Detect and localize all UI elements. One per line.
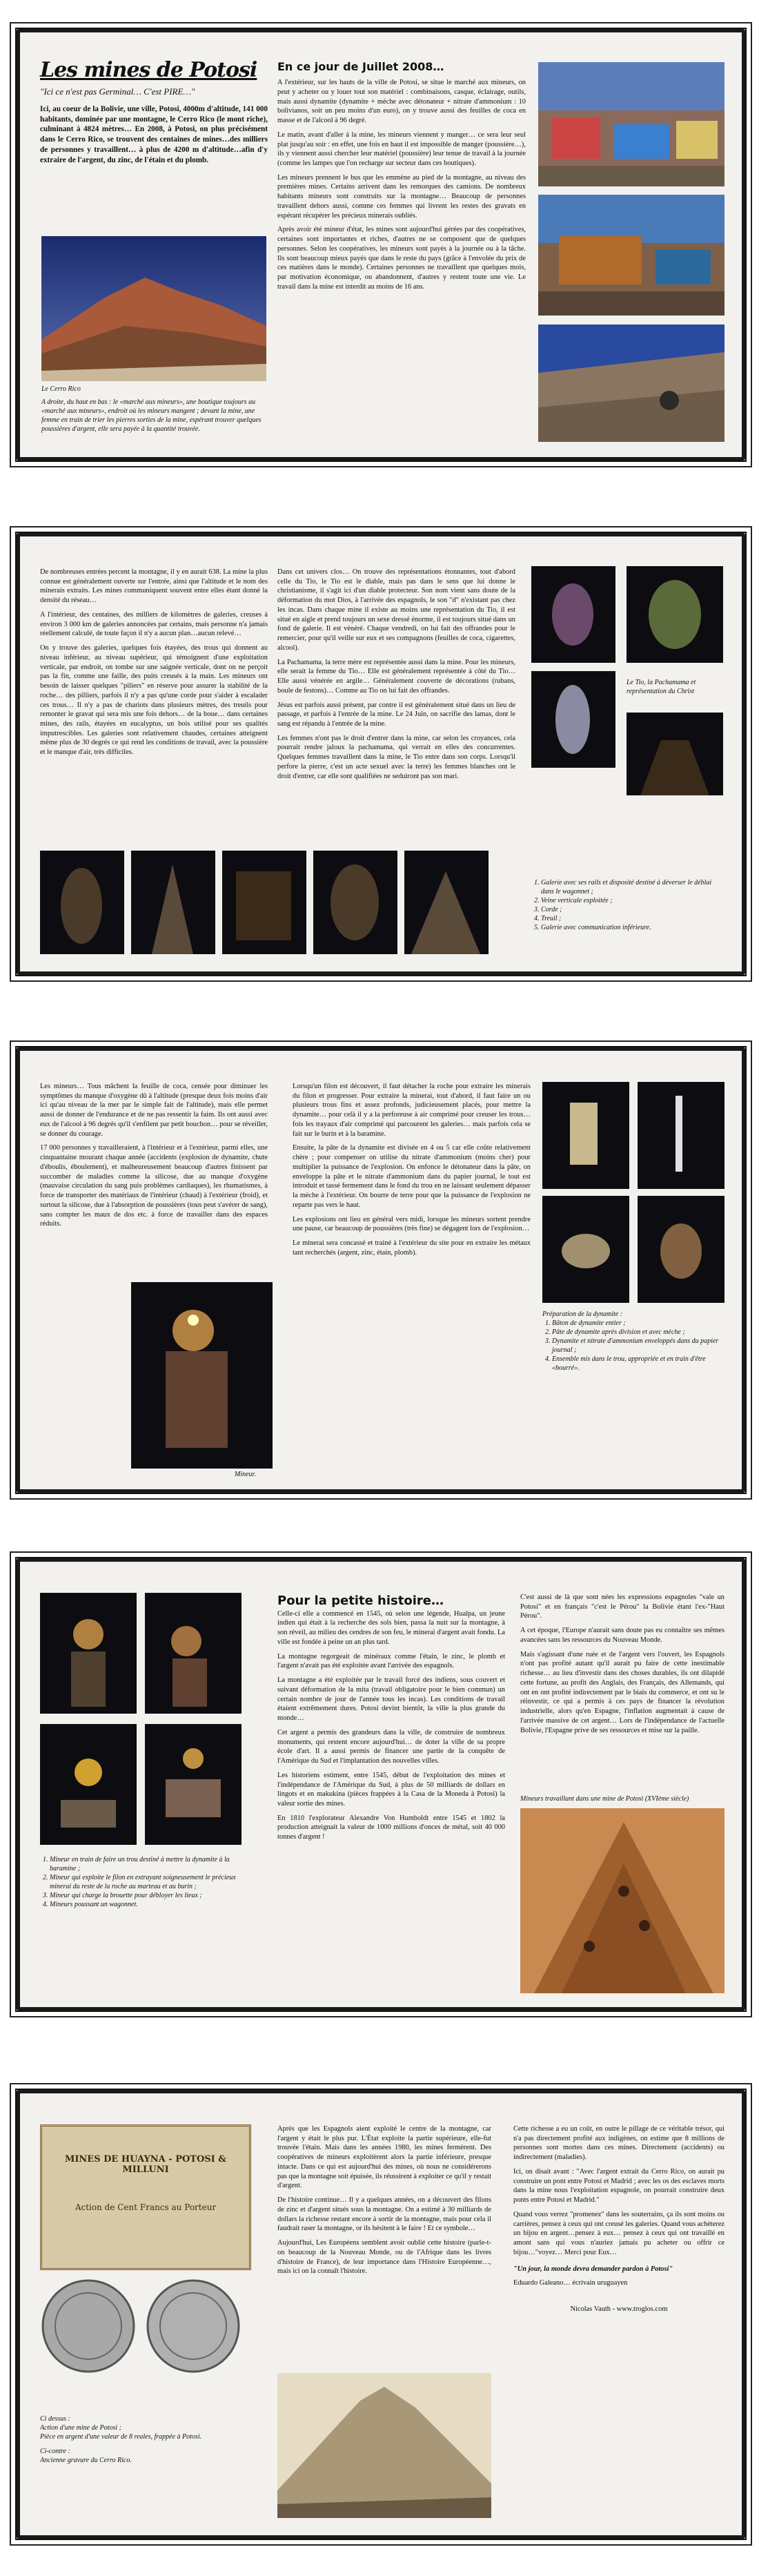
page-panel-3 xyxy=(15,1046,747,1494)
certificate-title: MINES DE HUAYNA - POTOSI & MILLUNI xyxy=(64,2154,227,2175)
photo-tio xyxy=(531,566,615,663)
paragraph: Lorsqu'un filon est découvert, il faut détacher la roche pour extraire les minerais du filon et progresser. Pour extraire la minerai, tout d'abord, il faut faire un ou plusieurs trous fins et assez profonds, judicieusement placés, pour mettre la dynamite… pour celà il y a la perforeuse à air comprimé pour creuser les trous…fois les trayaux d'air comprimé qui parcourent les galeries… mais parfois cela se fait sur le burin et à la baramine. xyxy=(293,1083,531,1138)
caption-line: Pièce en argent d'une valeur de 8 reales, frappée à Potosi. xyxy=(40,2433,202,2441)
column-closing xyxy=(513,2124,724,2319)
photo-shop xyxy=(538,195,724,316)
intro-text: Ici, au coeur de la Bolivie, une ville, Potosi, 4000m d'altitude, 141 000 habitants, dominée par une montagne, le Cerro Rico (le mont riche), culminant à 4824 mètres… En 2008, à Potosi, on plus précisément dans le Cerro Rico, se trouvent des centaines de mines…des milliers de personnes y travaillent… à plus de 4200 m d'altitude…afin d'y extraire de l'argent, du zinc, de l'étain et du plomb. xyxy=(40,104,268,164)
column-intro xyxy=(40,57,268,170)
page-panel-2 xyxy=(15,532,747,976)
paragraph: Après avoir été mineur d'état, les mines sont aujourd'hui gérées par des coopératives, certaines sont importantes et riches, d'autres ne se composent que de quelques personnes. Selon les coopératives, les mineurs sont payés à la journée ou à la tâche. Ils sont beaucoup mieux payés que dans le reste du pays (grâce à l'envolée du prix de ces matières dans le monde). Certaines personnes ne travaillent que quelques mois, par motivation économique, ou abandonnent, d'autres y restent toute une vie. Le travail dans la mine est interdit au moins de 16 ans. xyxy=(277,226,526,291)
share-certificate xyxy=(40,2124,251,2270)
photo-dynamite-3 xyxy=(542,1196,629,1303)
gallery-legend xyxy=(531,878,724,932)
caption-line: Ci dessus : xyxy=(40,2415,70,2423)
caption-item: 2. Mineur qui exploite le filon en extrayant soigneusement le précieux minerai du reste de la roche au marteau et au burin ; xyxy=(50,1873,247,1891)
photo-dynamite-1 xyxy=(542,1082,629,1189)
section-heading: Pour la petite histoire… xyxy=(277,1594,444,1608)
column-galleries xyxy=(40,568,268,762)
page-panel-1 xyxy=(15,28,747,462)
photo-miner xyxy=(131,1282,273,1469)
photo-dynamite-2 xyxy=(638,1082,724,1189)
paragraph: Les explosions ont lieu en général vers midi, lorsque les mineurs sortent prendre une pause, car beaucoup de poussières (très fine) se dégagent lors de l'explosion… xyxy=(293,1215,531,1233)
tio-caption: Le Tio, la Pachamama et représentation du Christ xyxy=(627,679,696,695)
caption-line: Ci-contre : xyxy=(40,2448,70,2455)
paragraph: Les mineurs prennent le bus que les emmène au pied de la montagne, au niveau des premières mines. Certains arrivent dans les remorques des camions. De nombreux habitants mineurs sont construits sur la montagne… Beaucoup de personnes travaillent dehors aussi, comme ces femmes qui livrent les restes des gravats en espérant récupérer les précieux minerais oubliés. xyxy=(277,173,526,220)
photo-market xyxy=(538,62,724,186)
column-legacy xyxy=(520,1593,724,1740)
legend-item: 3. Corde ; xyxy=(541,905,724,914)
paragraph: La Pachamama, la terre mère est représentée aussi dans la mine. Pour les mineurs, elle serait la femme du Tio… Elle est généralement représentée à côté du Tio… Elle aussi vénérée en argile… Généralement couverte de décorations (rubans, boule de festons)… Comme au Tio on lui fait des offrandes. xyxy=(277,658,515,695)
paragraph: Cet argent a permis des grandeurs dans la ville, de construire de nombreux monuments, qui restent encore aujourd'hui… de doter la ville de sa propre école d'art. Il a aussi permis de financer une partie de la conquête de l'Amérique du Sud et l'implantation des nouvelles villes. xyxy=(277,1728,505,1765)
caption-line: Ancienne gravure du Cerro Rico. xyxy=(40,2457,132,2464)
section-heading: En ce jour de Juillet 2008… xyxy=(277,60,444,73)
page-panel-5 xyxy=(15,2089,747,2540)
engraving-miners xyxy=(520,1808,724,1993)
silver-coin-2 xyxy=(145,2278,241,2374)
paragraph: Dans cet univers clos… On trouve des représentations étonnantes, tout d'abord celle du Tio, le Tio est le diable, mais pas dans le sens que lui donne le christianisme, il s'agit ici d'un diable protecteur. Son nom vient sans doute de la déformation du mot Dios, à l'arrivée des espagnols, le son "d" n'existant pas chez les incas. Dans chaque mine il existe au moins une représentation du Tio, il est situé en aigle et prend toujours un sexe dressé énorme, il est toujours situé dans un fond de galerie. Il est vénéré. Chaque vendredi, on lui fait des offrandes pour le remercier, pour qu'il veille sur eux et ses compagnons (feuilles de coca, cigarettes, alcool). xyxy=(277,568,515,652)
paragraph: La montagne a été exploitée par le travail forcé des indiens, sous couvert et suivant déformation de la mita (travail obligatoire pour le bien commun) un certain nombre de jour de l'année tous les incas). Les conditions de travail étaient extrêmement dures. Potosí devint bientôt, la ville la plus grande du monde… xyxy=(277,1676,505,1723)
paragraph: En 1810 l'explorateur Alexandre Von Humboldt entre 1545 et 1802 la production atteignait la valeur de 1000 millions d'onces de métal, soit 40 000 tonnes d'argent ! xyxy=(277,1814,505,1841)
paragraph: Cette richesse a eu un coût, en outre le pillage de ce véritable trésor, qui n'a pas directement profité aux indigènes, on estime que 8 millions de personnes sont mortes dans ces mines. Directement (accidents) ou indirectement (maladies). xyxy=(513,2125,724,2162)
paragraph: Jésus est parfois aussi présent, par contre il est généralement situé dans un lieu de passage, et parfois à l'entrée de la mine. Le 24 Juin, on sacrifie des lamas, dont le sang est répandu à l'entrée de la mine. xyxy=(277,701,515,728)
caption-item: 1. Bâton de dynamite entier ; xyxy=(552,1319,724,1328)
caption-title: Le Cerro Rico xyxy=(41,385,81,393)
caption-item: 3. Mineur qui charge la brouette pour débloyer les lieux ; xyxy=(50,1891,247,1900)
caption-line: Action d'une mine de Potosi ; xyxy=(40,2424,121,2432)
photo-caption xyxy=(41,385,266,434)
paragraph: Ensuite, la pâte de la dynamite est divisée en 4 ou 5 car elle coûte relativement chère ; pour compenser on utilise du nitrate d'ammonium (moins cher) pour multiplier la puissance de l'explosion. On enfonce le détonateur dans la pâte, on enveloppe la pâte et le nitrate d'ammonium dans du papier journal, le tout est introduit et tassé fermement dans le fond du trou en ne laissant seulement dépasser la mèche à l'extérieur. On bourre de terre pour que la puissance de l'explosion ne reparte pas vers le haut. xyxy=(293,1144,531,1209)
photo-miner-filon xyxy=(145,1593,241,1714)
paragraph: Celle-ci elle a commencé en 1545, où selon une légende, Hualpa, un jeune indien qui était à la recherche des sols bien, passa la nuit sur la montagne, à son réveil, au milieu des cendres de son feu, le minerai d'argent avait fondu. La ville est fondée à peine un an plus tard. xyxy=(277,1609,505,1646)
paragraph: Le matin, avant d'aller à la mine, les mineurs viennent y manger… ce sera leur seul plat jusqu'au soir : en effet, une fois en haut il est impossible de manger (poussière…), ils y viennent aussi chercher leur matériel (poussière) leur tenue de travail à la journée (comme les lampes que l'on recharge sur secteur dans ces boutiques). xyxy=(277,130,526,167)
photo-dynamite-4 xyxy=(638,1196,724,1303)
photo-gallery-3 xyxy=(222,851,306,954)
page-panel-4 xyxy=(15,1557,747,2012)
photo-miners-wagon xyxy=(145,1724,241,1845)
miner-caption: Mineur. xyxy=(235,1471,256,1478)
page-title: Les mines de Potosi xyxy=(40,58,257,82)
column-today xyxy=(277,2124,491,2281)
paragraph: A l'extérieur, sur les hauts de la ville de Potosí, se situe le marché aux mineurs, on peut y acheter ou y louer tout son matériel : combinaisons, casque, éclairage, outils, mais aussi dynamite (dynamite + mèche avec détonateur + nitrate d'ammonium : 10 bolivianos, soit un peu moins d'un euro), on y trouve aussi des feuilles de coca en masse et de l'alcool à 96 degré. xyxy=(277,79,526,125)
legend-item: 2. Veine verticale exploitée ; xyxy=(541,896,724,905)
engraving-caption: Mineurs travaillant dans une mine de Potosi (XVIème siècle) xyxy=(520,1795,689,1803)
paragraph: De nombreuses entrées percent la montagne, il y en aurait 638. La mine la plus connue est généralement ouverte sur l'entrée, ainsi que l'altitude et le nom des minerais extraits. Les mines communiquent souvent entre elles étant donné la densité du réseau… xyxy=(40,568,268,605)
paragraph: De l'histoire continue… Il y a quelques années, on a découvert des filons de zinc et d'argent situés sous la montagne. On a estimé à 30 milliards de dollars la richesse restant encore à sortir de la montagne, mais pour cela il faudrait raser la montagne, or ils hésitent à le faire ! Et ce symbole… xyxy=(277,2196,491,2233)
caption-title: Préparation de la dynamite : xyxy=(542,1310,623,1318)
dynamite-caption xyxy=(542,1310,724,1373)
column-miners xyxy=(40,1082,268,1234)
column-article xyxy=(277,59,526,297)
silver-coin-1 xyxy=(40,2278,137,2374)
paragraph: Ici, on disait avant : "Avec l'argent extrait du Cerro Rico, on aurait pu construire un pont entre Potosí et Madrid ; avec les os des esclaves morts dans la mine nous l'exploitation espagnole, on pourrait construire deux ponts entre Potosí et Madrid." xyxy=(513,2167,724,2205)
paragraph: On y trouve des galeries, quelques fois étayées, des trous qui donnent au niveau inférieur, au niveau supérieur, qui témoignent d'une exploitation verticale, par endroit, on tombe sur une saignée verticale, dont on ne perçoit pas la fin, comme une faille, des puits creusés à la main. Les mineurs ont besoin de laisser quelques "piliers" en réserve pour assurer la stabilité de la roche… des pilliers, parfois il n'y a pas qu'une corde pour s'aider à escalader ces trous… Il n'y a pas de chariots dans plusieurs mètres, des treuils pour remonter le gravat qui sera mis une fois dehors… de la boue… dans certaines mines, des rails, étayées en eucalyptus, un bois utilisé pour ses qualités imputrescibles. Les galeries sont relativement chaudes, certaines atteignent même plus de 30 degrés ce qui rend les conditions de travail, avec la poussière et le manque d'air, très difficiles. xyxy=(40,644,268,757)
paragraph: C'est aussi de là que sont nées les expressions espagnoles "vale un Potosí" et en français "c'est le Pérou" la Bolivie étant l'ex-"Haut Pérou". xyxy=(520,1594,724,1620)
photo-mine-tunnel xyxy=(627,713,723,795)
photo-christ xyxy=(531,671,615,768)
paragraph: Les historiens estiment, entre 1545, début de l'exploitation des mines et l'indépendance de l'Amérique du Sud, à plus de 50 milliards de dollars en lingots et en makukina (pièces frappées à la Casa de la Moneda à Potosi) la valeur sortie des mines. xyxy=(277,1771,505,1808)
paragraph: A l'intérieur, des centaines, des milliers de kilomètres de galeries, creuses à environ 3 000 km de galeries annoncées par certains, mais personne n'a jamais réellement calculé, de toute façon il n'y a aucun plan…aucun relevé… xyxy=(40,610,268,638)
photo-woman-sorting xyxy=(538,325,724,442)
paragraph: Le minerai sera concassé et trainé à l'extérieur du site pour en extraire les métaux tant recherchés (argent, zinc, étain, plomb). xyxy=(293,1239,531,1257)
column-history xyxy=(277,1593,505,1847)
photo-pachamama xyxy=(627,566,723,663)
photo-gallery-2 xyxy=(131,851,215,954)
legend-item: 5. Galerie avec communication inférieure. xyxy=(541,923,724,932)
photos-caption xyxy=(40,1855,247,1909)
paragraph: Les mineurs… Tous mâchent la feuille de coca, censée pour diminuer les symptômes du manque d'oxygène dû à l'altitude (presque deux fois moins d'air ici qu'au niveau de la mer par le simple fait de l'altitude), mais elle permet aussi de donner de l'endurance et de ne pas ressentir la faim. Ils ont aussi avec eux de l'alcool à 96 degrés qu'il s'enfilent par petit bouchon… pour se réveiller, se donner du courage. xyxy=(40,1083,268,1138)
legend-item: 4. Treuil ; xyxy=(541,914,724,923)
engraving-cerro-rico xyxy=(277,2373,491,2518)
column-dynamite xyxy=(293,1082,531,1262)
photo-miner-baramine xyxy=(40,1593,137,1714)
paragraph: Mais s'agissant d'une ruée et de l'argent vers l'ouvert, les Espagnols n'ont pas profité autant qu'il aurait pu faire de cette inestimable richesse… au lieu d'investir dans des choses durables, ils ont dilapidé cette fortune, au profit des Anglais, des Français, des Allemands, qui ont en ont profité indirectement par le biais du commerce, et ont su le réinvestir, ce qui a permis à ces pays de financer la révolution industrielle, alors qu'en Espagne, l'inflation augmentait à cause de l'arrivée massive de cet argent… Lors de l'indépendance de l'actuelle Bolivie, l'Espagne prive de ses ressources et mise sur la paille. xyxy=(520,1650,724,1734)
certificate-subtitle: Action de Cent Francs au Porteur xyxy=(75,2202,217,2212)
photo-cerro-rico xyxy=(41,236,266,381)
photo-miner-wheelbarrow xyxy=(40,1724,137,1845)
page-subtitle: "Ici ce n'est pas Germinal… C'est PIRE…" xyxy=(40,86,195,97)
paragraph: A cet époque, l'Europe n'aurait sans doute pas eu connaître ses mêmes avancées sans les ressources du Nouveau Monde. xyxy=(520,1627,724,1644)
photo-gallery-5 xyxy=(404,851,489,954)
certificate-caption xyxy=(40,2414,247,2465)
column-tio xyxy=(277,568,515,786)
caption-item: 2. Pâte de dynamite après division et avec mèche ; xyxy=(552,1328,724,1337)
caption-item: 4. Mineurs poussant un wagonnet. xyxy=(50,1900,247,1909)
paragraph: Les femmes n'ont pas le droit d'entrer dans la mine, car selon les croyances, cela pourrait rendre jaloux la pachamama, qui verrait en elles des concurrentes. Quelques femmes travaillent dans la mine, le Tio entre dans son corps. Lorsqu'il perfore la pierre, c'est un acte sexuel avec la terre) les femmes blanches ont le droit d'entrer, car elle sont qualifiées ne seduiront pas son mari. xyxy=(277,734,515,780)
photo-gallery-1 xyxy=(40,851,124,954)
quote: "Un jour, la monde devra demander pardon à Potosí" xyxy=(513,2265,673,2273)
caption-item: 1. Mineur en train de faire un trou destiné à mettre la dynamite à la baramine ; xyxy=(50,1855,247,1873)
signature: Nicolas Vauth - www.troglos.com xyxy=(570,2305,668,2314)
caption-item: 4. Ensemble mis dans le trou, appropriée et en train d'être «bourré». xyxy=(552,1355,724,1373)
paragraph: 17 000 personnes y travailleraient, à l'intérieur et à l'extérieur, parmi elles, une cinquantaine mourant chaque année (accidents (explosion de dynamite, chute d'éboulis, éboulement), et malheureusement beaucoup d'autres finissent par succomber de maladies comme la silicose, due au manque d'oxygène (mauvaise circulation du sang puis problèmes cardiaques), les rhumatismes, à force de transporter des matériaux de l'intérieur (chaud) à l'extérieur (froid), et surtout la silicose, due à l'absorption de poussières (tous peut s'avérer de sang), sans compter les maux de dos etc. à force de travailler dans des espaces réduits. xyxy=(40,1144,268,1228)
paragraph: Quand vous verrez "promenez" dans les souterrains, ça ils sont moins ou carrières, pensez à ceux qui ont creusé les galeries. Quand vous achèterez un bijou en argent…pensez à eux… pensez à ceux qui ont travaillé en amont sans qui vous n'auriez jamais pu acheter ou offrir ce bijou…"voyez… Merci pour Eux… xyxy=(513,2210,724,2256)
paragraph: Après que les Espagnols aient exploité le centre de la montagne, car l'argent y était le plus pur. L'État exploite la partie supérieure, elle-fut trouvée l'étain. Mais dans les années 1980, les mines fermèrent. Des coopératives de mineurs exploitèrent alors la partie inférieure, presque intacte. Dans ce qui est aujourd'hui des mines, où nous ne considérerons pas que la montagne soit épuisée, ils réussirent à exploiter ce qu'il y restait d'argent. xyxy=(277,2125,491,2190)
paragraph: La montagne regorgeait de minéraux comme l'étain, le zinc, le plomb et l'argent n'avait pas été exploitée avant l'arrivée des espagnols. xyxy=(277,1652,505,1670)
caption-text: A droite, du haut en bas : le «marché aux mineurs», une boutique toujours au «marché aux mineurs», endroit où les mineurs mangent ; devant la mine, une femme en train de trier les pierres sorties de la mine, espérant trouver quelques poussières d'argent, elle sera payée à la quantité trouvée. xyxy=(41,398,262,433)
photo-gallery-4 xyxy=(313,851,397,954)
paragraph: Aujourd'hui, Les Européens semblent avoir oublié cette histoire (parle-t-on beaucoup de la Nouveau Monde, ou de l'Afrique dans les livres d'histoire de France), de leur importance dans l'Histoire Européenne…, mais ici on la connaît l'histoire. xyxy=(277,2239,491,2276)
legend-item: 1. Galerie avec ses rails et disposité destiné à déverser le déblai dans le wagonnet ; xyxy=(541,878,724,896)
caption-item: 3. Dynamite et nitrate d'ammonium enveloppés dans du papier journal ; xyxy=(552,1337,724,1355)
quote-author: Eduardo Galeano… écrivain uruguayen xyxy=(513,2279,628,2287)
